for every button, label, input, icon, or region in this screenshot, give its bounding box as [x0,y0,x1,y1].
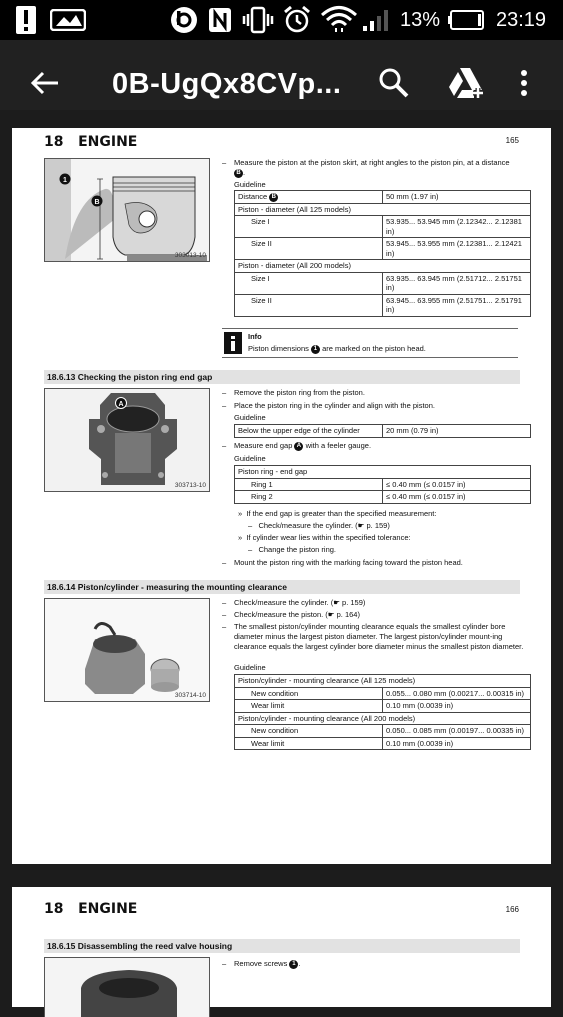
table-row: Piston/cylinder - mounting clearance (All 200 models) [235,712,531,725]
cylinder-illustration [45,389,210,492]
info-icon [224,332,242,354]
clearance-table [234,674,531,750]
callout-marker: B [269,193,278,202]
cell-signal-icon [362,6,392,32]
alert-icon [14,6,38,34]
table-row: New condition 0.055... 0.080 mm (0.00217... 0.00315 in) [235,687,531,700]
section-heading-18-6-14: 18.6.14 Piston/cylinder - measuring the mounting clearance [44,580,520,594]
search-icon[interactable] [378,67,410,99]
piston-cylinder-illustration [45,599,210,702]
vibrate-icon [242,6,274,34]
battery-percent: 13% [400,9,441,31]
section-heading-18-6-13: 18.6.13 Checking the piston ring end gap [44,370,520,384]
ring-position-table: Below the upper edge of the cylinder 20 mm (0.79 in) [234,424,531,438]
guideline-label: Guideline [234,180,266,189]
table-row: Piston - diameter (All 125 models) [235,203,531,216]
reed-valve-illustration [45,958,210,1017]
cylinder-figure [44,388,210,492]
figure-code: 303013-10 [174,252,206,259]
step-measure-gap: Measure end gap A with a feeler gauge. [234,441,372,450]
document-title: 0B-UgQx8CVp... [112,68,342,100]
table-row: Ring 2 ≤ 0.40 mm (≤ 0.0157 in) [235,491,531,504]
document-page-166: 18 ENGINE 166 18.6.15 Disassembling the reed valve housing – Remove screws 1 . [12,887,551,1007]
step-remove-screws: Remove screws 1 . [234,959,301,968]
info-box [222,328,518,358]
end-gap-table: Piston ring - end gap Ring 1 ≤ 0.40 mm (≤ 0.0157 in) Ring 2 ≤ 0.40 mm (≤ 0.0157 in) [234,465,531,504]
beats-icon [170,6,198,34]
chapter-header: 18 ENGINE [44,134,138,150]
guideline-label: Guideline [234,454,266,463]
page-number: 166 [505,905,519,914]
battery-icon [447,10,485,30]
clock: 23:19 [496,9,547,31]
wifi-icon [320,4,358,36]
table-row: Wear limit 0.10 mm (0.0039 in) [235,700,531,713]
table-row: Ring 1 ≤ 0.40 mm (≤ 0.0157 in) [235,478,531,491]
table-row: Size I 63.935... 63.945 mm (2.51712... 2.51751 in) [235,272,531,294]
status-bar [0,0,563,40]
back-arrow-icon[interactable] [30,70,60,96]
table-row: Wear limit 0.10 mm (0.0039 in) [235,737,531,750]
add-to-drive-icon[interactable] [448,66,488,100]
figure-code: 303714-10 [174,692,206,699]
table-row: New condition 0.050... 0.085 mm (0.00197... 0.00335 in) [235,725,531,738]
action-check-cylinder: – Check/measure the cylinder. (☛ p. 159) [248,521,390,530]
step-check-piston: Check/measure the piston. (☛ p. 164) [234,610,360,619]
page-number: 165 [505,136,519,145]
svg-text:B: B [94,199,100,206]
table-row: Size II 63.945... 63.955 mm (2.51751... 2.51791 in) [235,294,531,316]
table-row: Size II 53.945... 53.955 mm (2.12381... 2.12421 in) [235,238,531,260]
step-remove-ring: Remove the piston ring from the piston. [234,388,365,397]
document-viewer[interactable] [0,110,563,1000]
nfc-icon [208,7,232,33]
document-page-165: 18 ENGINE 165 1 B 303013-10 – Measure the piston at the piston skirt, at right angles to the piston pin, at a distance B . Guideline Distance B 50 mm (1.97 in) Piston - diameter (All 125 models) Size I 53.935... 53.945 mm (2.12342... 2.12381 in) Size II 53.945... 53.955 mm (2.12381... 2.12421 in) Piston - diameter (All 200 models) Size I 63.935... 63.945 mm (2.51712... 2.51751 in) Size II 63.945... 63.955 mm (2.51751... 2.51791 in) Info Piston dimensions 1 are marked on the piston head. 18.6.13 Checking the piston ring end gap A 303713-10 – Remove the piston ring from the piston. – Place the piston ring in the cylinder and align with the piston. Guideline Below the upper edge of the cylinder 20 mm (0.79 in) – Measure end gap A with a feeler gauge. Guideline Piston ring - end gap Ring 1 ≤ 0.40 mm (≤ 0.0157 in) Ring 2 ≤ 0.40 mm (≤ 0.0157 in) » If the end gap is greater than the specified measurement: – Check/measure the cylinder. (☛ p. 159) » If cylinder wear lies within the specified tolerance: – Change the piston ring. – Mount the piston ring with the marking facing toward the piston head. 18.6.14 Piston/cylinder - measuring the mounting clearance 303714-10 – Check/measure the cylinder. (☛ p. 159) – Check/measure the piston. (☛ p. 164) – The smallest piston/cylinder mounting clearance equals the smallest cylinder bore diameter minus the largest piston diameter. The largest piston/cylinder mount-ing clearance equals the largest cylinder bore diameter minus the smallest piston diameter. Guideline Piston/cylinder - mounting clearance (All 125 models) New condition 0.055... 0.080 mm (0.00217... 0.00315 in) Wear limit 0.10 mm (0.0039 in) Piston/cylinder - mounting clearance (All 200 models) New condition 0.050... 0.085 mm (0.00197... 0.00335 in) Wear limit 0.10 mm (0.0039 in) [12,128,551,864]
svg-text:A: A [118,401,124,408]
figure-code: 303713-10 [174,482,206,489]
clearance-explanation: The smallest piston/cylinder mounting clearance equals the smallest cylinder bore diameter minus the largest piston diameter. The largest piston/cylinder mount-ing clearance equals the largest cylinder bore diameter minus the smallest piston diameter. [234,622,524,651]
info-title: Info [248,332,262,341]
svg-text:1: 1 [63,177,67,184]
table-row: Piston - diameter (All 200 models) [235,260,531,273]
info-text: Piston dimensions 1 are marked on the piston head. [248,344,426,353]
table-row: Distance B 50 mm (1.97 in) [235,191,531,204]
step-place-ring: Place the piston ring in the cylinder and align with the piston. [234,401,435,410]
guideline-label: Guideline [234,663,266,672]
overflow-menu-icon[interactable] [518,68,530,100]
action-change-ring: – Change the piston ring. [248,545,336,554]
step-check-cylinder: Check/measure the cylinder. (☛ p. 159) [234,598,366,607]
condition-wear-ok: » If cylinder wear lies within the specified tolerance: [238,533,411,542]
photo-icon [50,9,86,31]
piston-figure [44,158,210,262]
section-heading-18-6-15: 18.6.15 Disassembling the reed valve housing [44,939,520,953]
measure-instruction: Measure the piston at the piston skirt, at right angles to the piston pin, at a distance B . [234,158,510,177]
chapter-header: 18 ENGINE [44,901,138,917]
reed-valve-figure [44,957,210,1017]
table-row: Piston/cylinder - mounting clearance (All 125 models) [235,675,531,688]
condition-gap-greater: » If the end gap is greater than the specified measurement: [238,509,437,518]
table-row: Size I 53.935... 53.945 mm (2.12342... 2.12381 in) [235,216,531,238]
piston-diameter-table [234,190,531,317]
alarm-icon [282,4,312,34]
piston-illustration [45,159,210,262]
piston-cylinder-figure [44,598,210,702]
guideline-label: Guideline [234,413,266,422]
step-mount-ring: Mount the piston ring with the marking facing toward the piston head. [234,558,463,567]
